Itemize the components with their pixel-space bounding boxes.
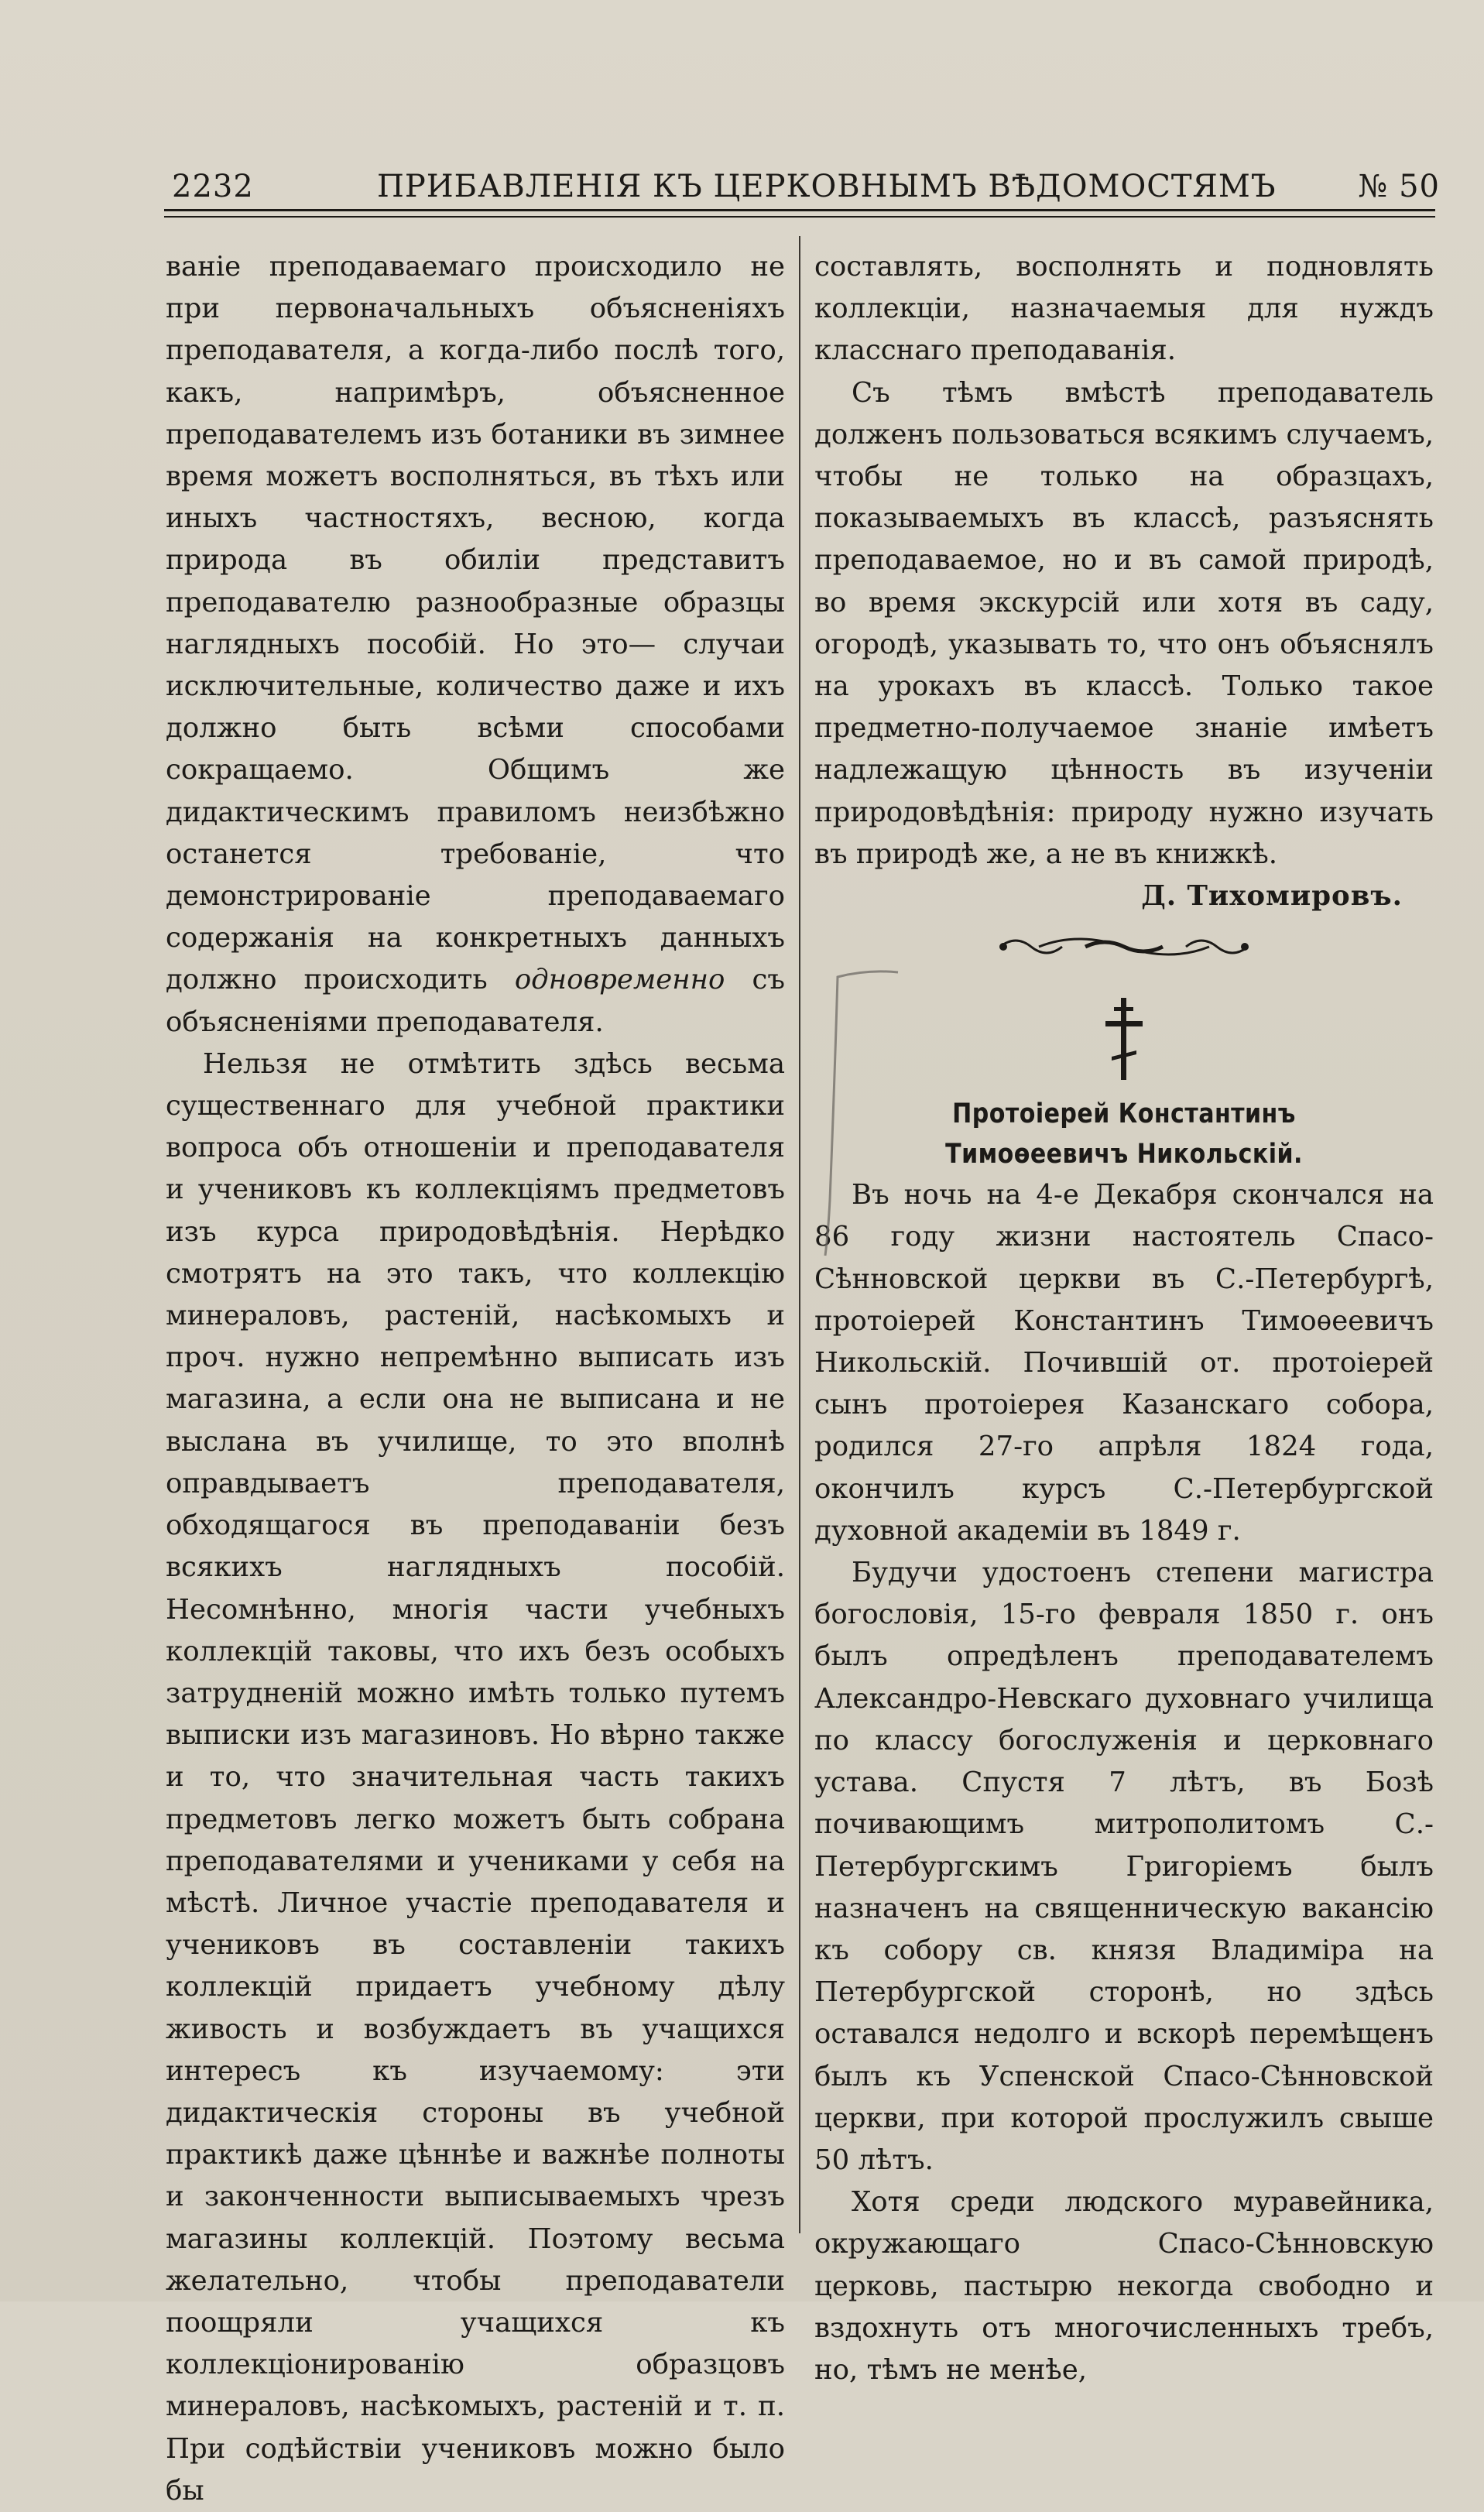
decorative-flourish-icon: [814, 927, 1434, 973]
left-p1-text-end: съ объясненіями преподавателя.: [166, 964, 785, 1038]
left-p1-italic: одновременно: [514, 964, 725, 996]
header-rule-top: [164, 209, 1435, 211]
left-column: [166, 246, 785, 2512]
journal-title: ПРИБАВЛЕНІЯ КЪ ЦЕРКОВНЫМЪ ВѢДОМОСТЯМЪ: [377, 169, 1277, 204]
header-rule-bottom: [164, 216, 1435, 218]
author-signature: Д. Тихомировъ.: [1141, 880, 1403, 913]
obituary-title: Протоіерей Константинъ Тимоѳеевичъ Никольскій.: [945, 1098, 1303, 1170]
right-paragraph-5: Хотя среди людского муравейника, окружающаго Спасо-Сѣнновскую церковь, пастырю некогда свободно и вздохнуть отъ многочисленныхъ требъ, но, тѣмъ не менѣе,: [814, 2186, 1434, 2386]
right-column: [814, 246, 1434, 2391]
orthodox-cross-icon: [814, 996, 1434, 1081]
running-head: [172, 169, 1440, 215]
page-number: 2232: [172, 169, 254, 204]
column-divider: [799, 236, 800, 2233]
right-paragraph-4: Будучи удостоенъ степени магистра богословія, 15-го февраля 1850 г. онъ былъ опредѣленъ преподавателемъ Александро-Невскаго духовнаго училища по классу богослуженія и церковнаго устава. Спустя 7 лѣтъ, въ Бозѣ почивающимъ митрополитомъ С.-Петербургскимъ Григоріемъ былъ назначенъ на священническую вакансію къ собору св. князя Владиміра на Петербургской сторонѣ, но здѣсь оставался недолго и вскорѣ перемѣщенъ былъ къ Успенской Спасо-Сѣнновской церкви, при которой прослужилъ свыше 50 лѣтъ.: [814, 1557, 1434, 2176]
right-paragraph-3: Въ ночь на 4-е Декабря скончался на 86 году жизни настоятель Спасо-Сѣнновской церкви въ С.-Петербургѣ, протоіерей Константинъ Тимоѳеевичъ Никольскій. Почившій от. протоіерей сынъ протоіерея Казанскаго собора, родился 27-го апрѣля 1824 года, окончилъ курсъ С.-Петербургской духовной академіи въ 1849 г.: [814, 1179, 1434, 1547]
left-p1-text: ваніе преподаваемаго происходило не при первоначальныхъ объясненіяхъ преподавателя, а когда-либо послѣ того, какъ, напримѣръ, объясненное преподавателемъ изъ ботаники въ зимнее время можетъ восполняться, въ тѣхъ или иныхъ частностяхъ, весною, когда природа въ обиліи представитъ преподавателю разнообразные образцы наглядныхъ пособій. Но это— случаи исключительные, количество даже и ихъ должно быть всѣми способами сокращаемо. Общимъ же дидактическимъ правиломъ неизбѣжно останется требованіе, что демонстрированіе преподаваемаго содержанія на конкретныхъ данныхъ должно происходить: [166, 251, 785, 996]
right-paragraph-2: Съ тѣмъ вмѣстѣ преподаватель долженъ пользоваться всякимъ случаемъ, чтобы не только на образцахъ, показываемыхъ въ классѣ, разъяснять преподаваемое, но и въ самой природѣ, во время экскурсій или хотя въ саду, огородѣ, указывать то, что онъ объяснялъ на урокахъ въ классѣ. Только такое предметно-получаемое знаніе имѣетъ надлежащую цѣнность въ изученіи природовѣдѣнія: природу нужно изучать въ природѣ же, а не въ книжкѣ.: [814, 376, 1434, 870]
left-paragraph-2: Нельзя не отмѣтить здѣсь весьма существеннаго для учебной практики вопроса объ отношеніи и преподавателя и учениковъ къ коллекціямъ предметовъ изъ курса природовѣдѣнія. Нерѣдко смотрятъ на это такъ, что коллекцію минераловъ, растеній, насѣкомыхъ и проч. нужно непремѣнно выписать изъ магазина, а если она не выписана и не выслана въ училище, то это вполнѣ оправдываетъ преподавателя, обходящагося въ преподаваніи безъ всякихъ наглядныхъ пособій. Несомнѣнно, многія части учебныхъ коллекцій таковы, что ихъ безъ особыхъ затрудненій можно имѣть только путемъ выписки изъ магазиновъ. Но вѣрно также и то, что значительная часть такихъ предметовъ легко можетъ быть собрана преподавателями и учениками у себя на мѣстѣ. Личное участіе преподавателя и учениковъ въ составленіи такихъ коллекцій придаетъ учебному дѣлу живость и возбуждаетъ въ учащихся интересъ къ изучаемому: эти дидактическія стороны въ учебной практикѣ даже цѣннѣе и важнѣе полноты и законченности выписываемыхъ чрезъ магазины коллекцій. Поэтому весьма желательно, чтобы преподаватели поощряли учащихся къ коллекціонированію образцовъ минераловъ, насѣкомыхъ, растеній и т. п. При содѣйствіи учениковъ можно было бы: [166, 1047, 785, 2507]
right-paragraph-1: составлять, восполнять и подновлять коллекціи, назначаемыя для нуждъ класснаго преподаванія.: [814, 251, 1434, 367]
left-paragraph-1: [166, 246, 785, 1044]
pencil-mark: [821, 968, 906, 1262]
issue-number: № 50: [1358, 169, 1440, 204]
